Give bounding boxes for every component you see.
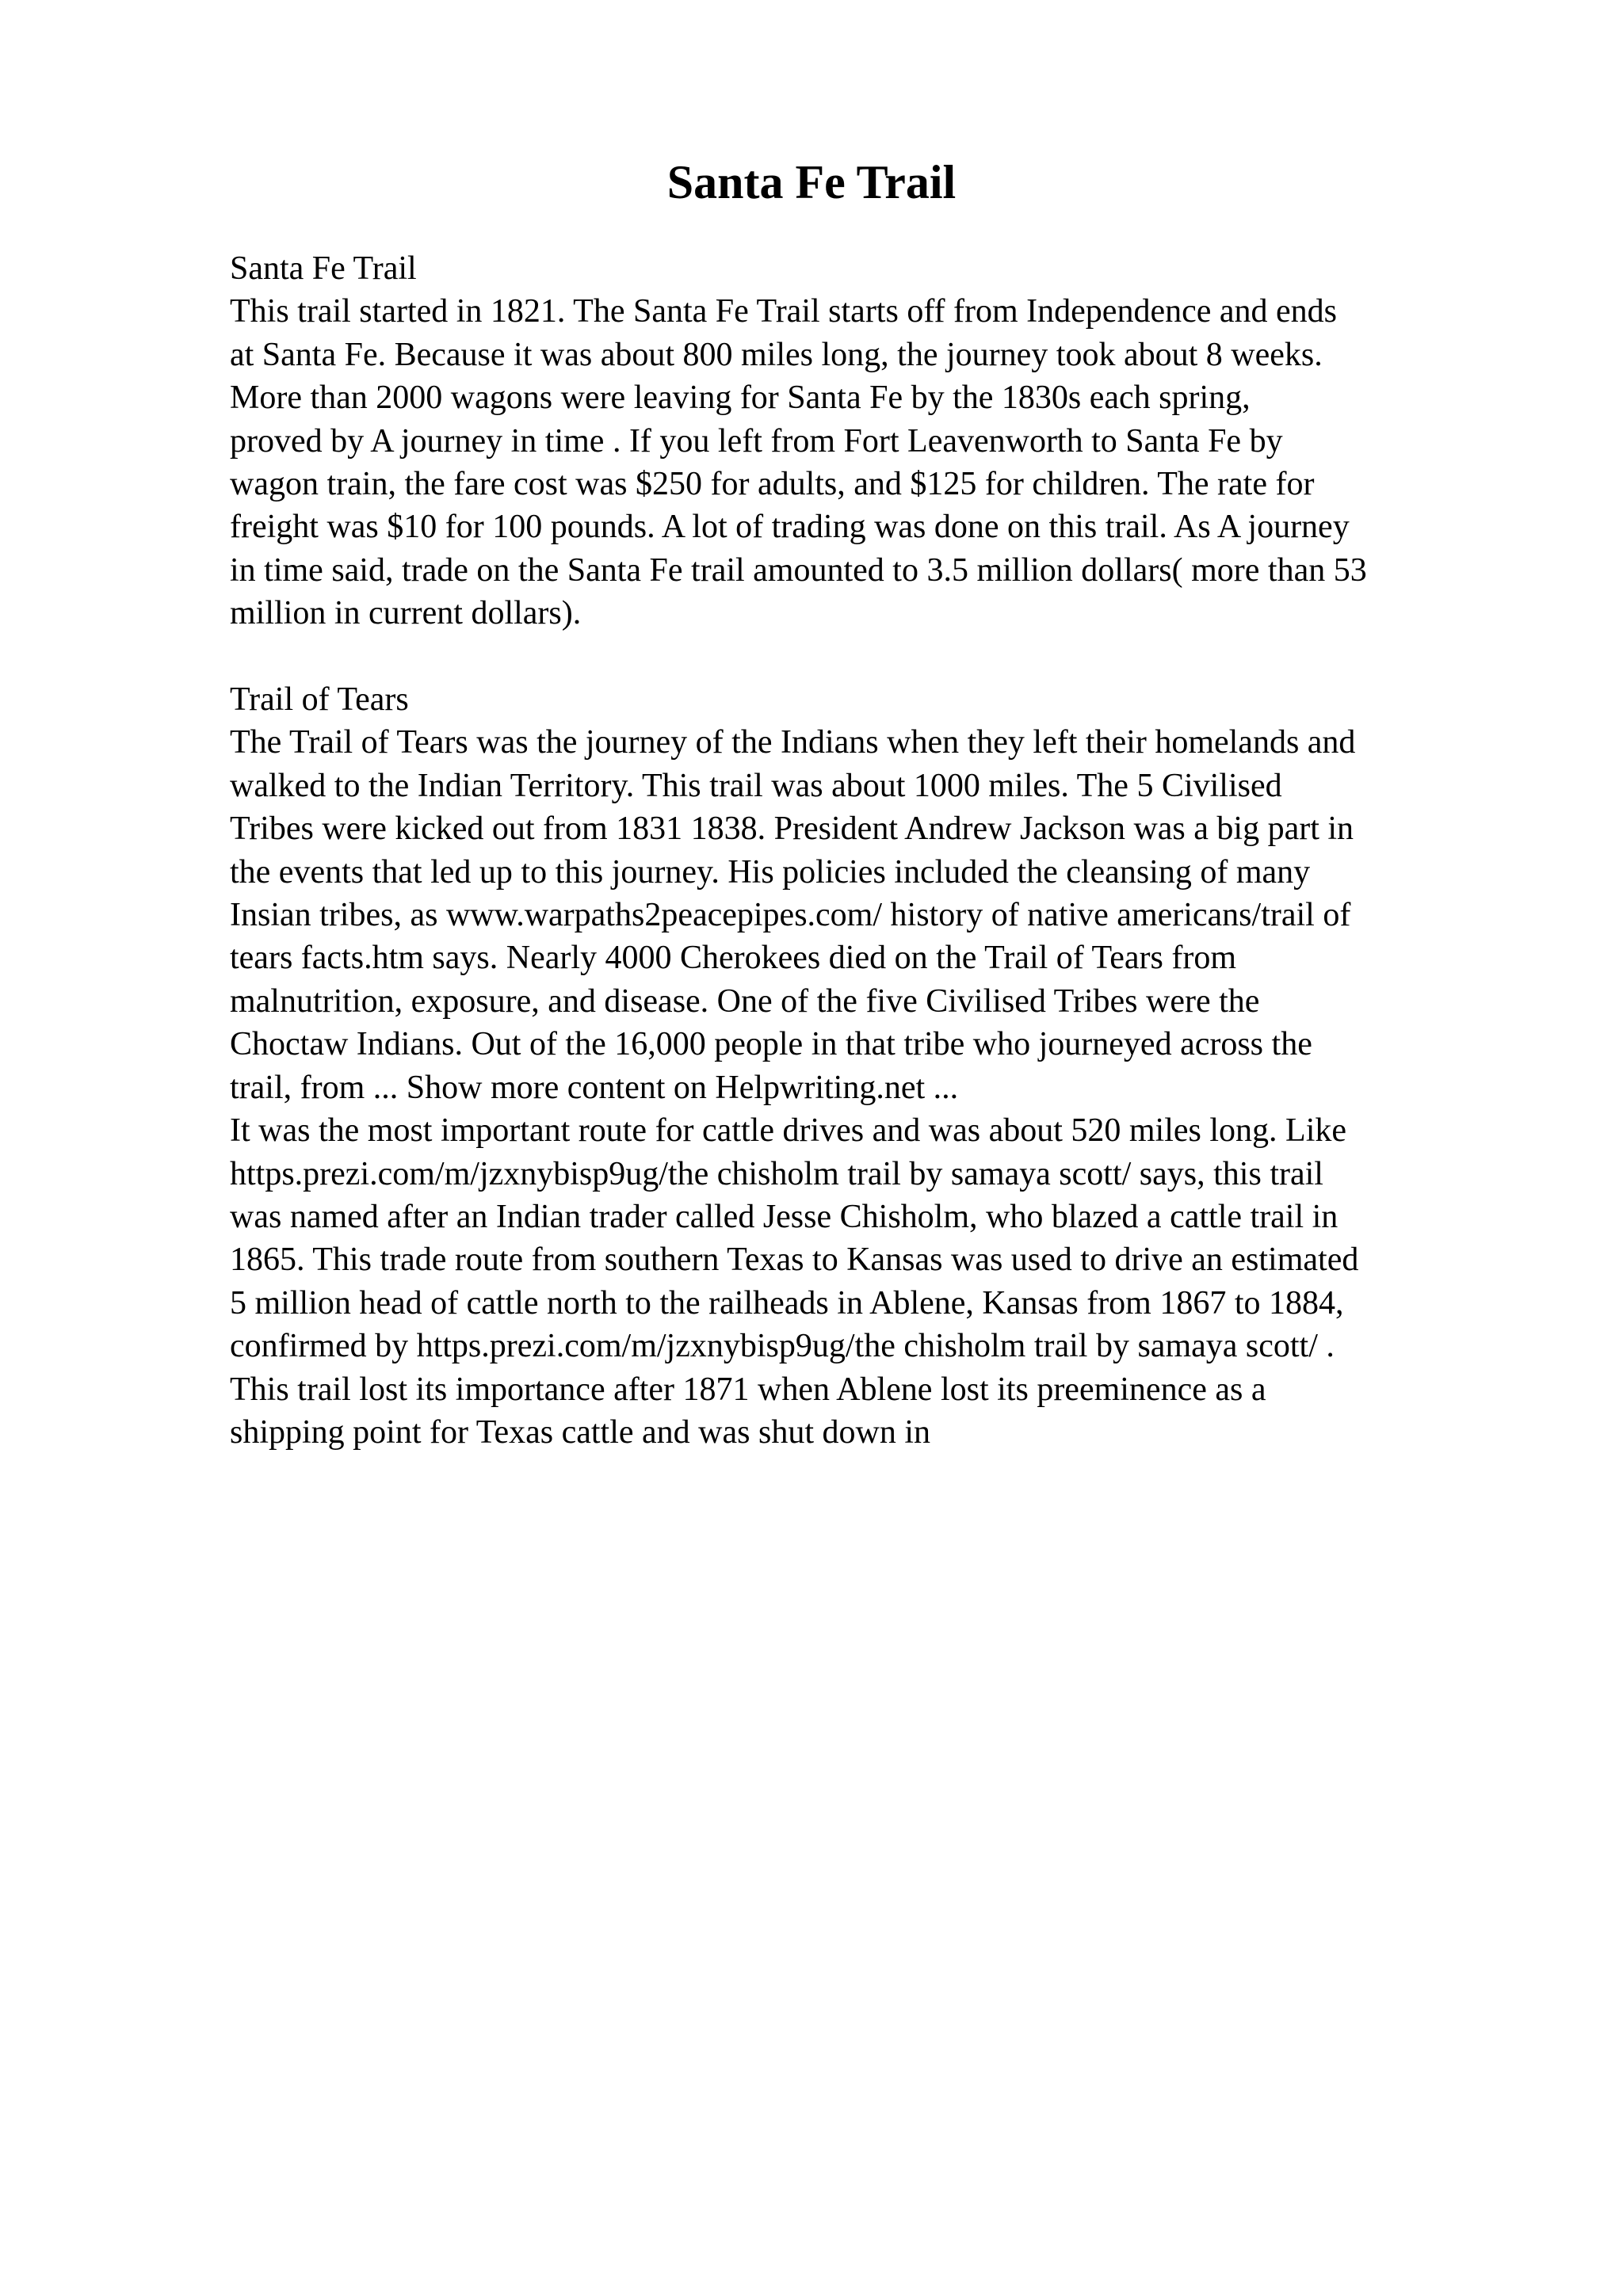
text-line: tears facts.htm says. Nearly 4000 Cherokees died on the Trail of Tears from [230,940,1236,977]
paragraph-gap [230,635,1498,678]
text-line: was named after an Indian trader called Jesse Chisholm, who blazed a cattle trail in [230,1198,1338,1235]
text-line: It was the most important route for cattle drives and was about 520 miles long. Like [230,1112,1347,1150]
text-line: malnutrition, exposure, and disease. One of the five Civilised Tribes were the [230,982,1260,1020]
text-line: proved by A journey in time . If you left from Fort Leavenworth to Santa Fe by [230,422,1283,460]
text-line: wagon train, the fare cost was $250 for adults, and $125 for children. The rate for [230,466,1315,503]
text-line: Trail of Tears [230,681,409,719]
text-line: The Trail of Tears was the journey of the Indians when they left their homelands and [230,724,1356,761]
text-line: Tribes were kicked out from 1831 1838. President Andrew Jackson was a big part in [230,810,1354,848]
text-line: Insian tribes, as www.warpaths2peacepipes.com/ history of native americans/trail of [230,897,1351,934]
text-line: More than 2000 wagons were leaving for Santa Fe by the 1830s each spring, [230,379,1251,417]
text-line: in time said, trade on the Santa Fe trail amounted to 3.5 million dollars( more than 53 [230,551,1367,589]
text-line: freight was $10 for 100 pounds. A lot of trading was done on this trail. As A journey [230,509,1350,546]
text-line: million in current dollars). [230,595,582,632]
document-body [230,247,1498,1454]
text-line: This trail lost its importance after 1871 when Ablene lost its preeminence as a [230,1371,1266,1408]
text-line: Santa Fe Trail [230,250,417,287]
text-line: Choctaw Indians. Out of the 16,000 people in that tribe who journeyed across the [230,1026,1312,1063]
document-title: Santa Fe Trail [666,156,957,208]
text-line: This trail started in 1821. The Santa Fe Trail starts off from Independence and ends [230,293,1337,330]
text-line: 5 million head of cattle north to the railheads in Ablene, Kansas from 1867 to 1884, [230,1284,1344,1322]
text-line: https.prezi.com/m/jzxnybisp9ug/the chisholm trail by samaya scott/ says, this trail [230,1155,1323,1192]
text-line: trail, from ... Show more content on Helpwriting.net ... [230,1069,959,1106]
text-line: confirmed by https.prezi.com/m/jzxnybisp9ug/the chisholm trail by samaya scott/ . [230,1328,1335,1365]
text-line: at Santa Fe. Because it was about 800 miles long, the journey took about 8 weeks. [230,336,1323,373]
text-line: 1865. This trade route from southern Texas to Kansas was used to drive an estimated [230,1241,1359,1279]
text-line: walked to the Indian Territory. This trail was about 1000 miles. The 5 Civilised [230,767,1282,804]
text-line: shipping point for Texas cattle and was shut down in [230,1413,930,1451]
text-line: the events that led up to this journey. His policies included the cleansing of many [230,853,1311,891]
